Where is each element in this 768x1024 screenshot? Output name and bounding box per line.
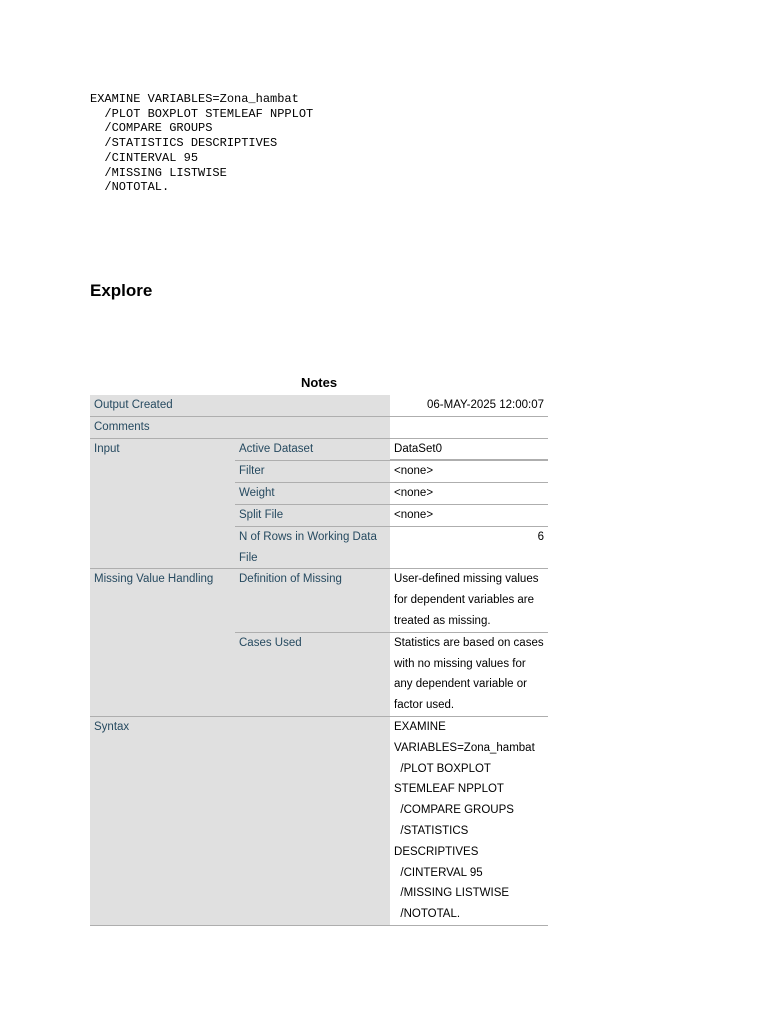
row-label-output-created: Output Created <box>90 395 390 416</box>
sub-label-split-file: Split File <box>235 504 390 526</box>
cell-cases-used: Statistics are based on cases with no missing values for any dependent variable or factor used. <box>390 632 548 716</box>
sub-label-active-dataset: Active Dataset <box>235 438 390 460</box>
table-row <box>90 416 548 438</box>
cell-definition-of-missing: User-defined missing values for dependent variables are treated as missing. <box>390 569 548 632</box>
section-heading: Explore <box>90 281 153 300</box>
sub-label-filter: Filter <box>235 460 390 482</box>
syntax-code-block: EXAMINE VARIABLES=Zona_hambat /PLOT BOXPLOT STEMLEAF NPPLOT /COMPARE GROUPS /STATISTICS DESCRIPTIVES /CINTERVAL 95 /MISSING LISTWISE /NOTOTAL. <box>90 92 314 195</box>
table-row <box>90 569 548 632</box>
cell-n-rows: 6 <box>390 526 548 569</box>
table-row <box>90 438 548 460</box>
notes-table-title: Notes <box>300 375 338 390</box>
cell-split-file: <none> <box>390 504 548 526</box>
table-row <box>90 395 548 416</box>
row-label-missing-value-handling: Missing Value Handling <box>90 569 235 717</box>
row-label-input: Input <box>90 438 235 569</box>
row-label-syntax: Syntax <box>90 716 390 925</box>
cell-syntax: EXAMINE VARIABLES=Zona_hambat /PLOT BOXPLOT STEMLEAF NPPLOT /COMPARE GROUPS /STATISTICS DESCRIPTIVES /CINTERVAL 95 /MISSING LISTWISE /NOTOTAL. <box>390 716 548 925</box>
sub-label-n-rows: N of Rows in Working Data File <box>235 526 390 569</box>
sub-label-definition-of-missing: Definition of Missing <box>235 569 390 632</box>
sub-label-weight: Weight <box>235 483 390 505</box>
row-label-comments: Comments <box>90 416 390 438</box>
sub-label-cases-used: Cases Used <box>235 632 390 716</box>
cell-weight: <none> <box>390 483 548 505</box>
cell-comments <box>390 416 548 438</box>
cell-active-dataset: DataSet0 <box>390 438 548 460</box>
notes-table <box>90 395 548 926</box>
cell-filter: <none> <box>390 460 548 482</box>
table-row <box>90 716 548 925</box>
cell-output-created: 06-MAY-2025 12:00:07 <box>390 395 548 416</box>
